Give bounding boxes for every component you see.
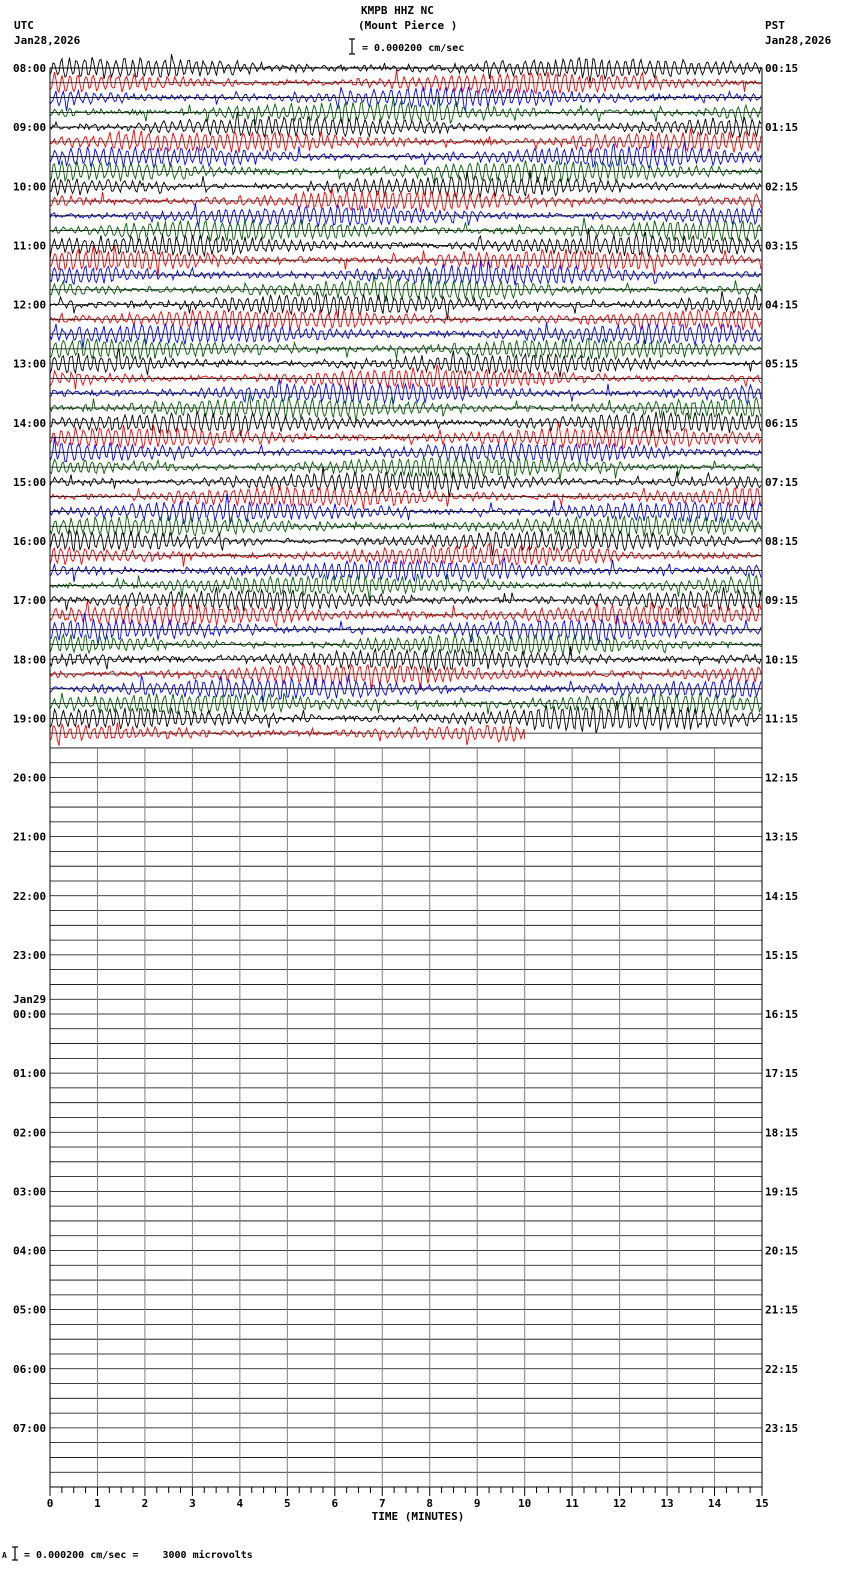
scale-label: = 0.000200 cm/sec [362,43,465,54]
x-tick-label: 0 [46,1497,54,1510]
trace-row [50,600,761,626]
pst-hour-label: 14:15 [765,889,799,903]
trace-row [50,411,761,435]
trace-row [50,170,761,198]
pst-hour-label: 01:15 [765,121,799,135]
pst-hour-label: 05:15 [765,357,799,371]
pst-hour-label: 07:15 [765,475,799,489]
x-tick-label: 15 [755,1497,769,1510]
trace-row [50,486,761,509]
trace-row [50,139,761,167]
utc-hour-label: 16:00 [13,535,47,548]
x-tick-label: 12 [612,1497,627,1510]
pst-hour-label: 20:15 [765,1244,799,1258]
pst-hour-label: 23:15 [765,1421,799,1435]
x-tick-label: 14 [707,1497,722,1510]
utc-hour-label: 23:00 [13,948,47,962]
station-title: KMPB HHZ NC [361,4,434,17]
pst-hour-label: 09:15 [765,594,799,608]
pst-hour-label: 10:15 [765,653,799,667]
time-label-layer [13,62,798,1435]
utc-hour-label: 08:00 [13,62,47,75]
footer-mark: A [2,1551,7,1560]
day-change-label: Jan29 [13,993,47,1006]
pst-hour-label: 21:15 [765,1303,799,1317]
x-tick-label: 1 [94,1497,101,1510]
trace-row [50,309,761,330]
x-tick-label: 7 [378,1497,386,1510]
utc-hour-label: 00:00 [13,1008,47,1021]
utc-hour-label: 21:00 [13,830,47,844]
utc-hour-label: 17:00 [13,594,47,608]
utc-hour-label: 14:00 [13,416,47,430]
utc-hour-label: 22:00 [13,889,47,903]
x-tick-label: 11 [565,1497,579,1510]
trace-row [50,701,761,734]
trace-row [50,457,761,479]
x-tick-label: 6 [331,1497,339,1510]
x-axis-label: TIME (MINUTES) [371,1510,465,1523]
x-axis [47,1487,769,1523]
pst-hour-label: 08:15 [765,535,799,548]
trace-row [50,394,761,423]
left-date-label: Jan28,2026 [14,34,81,47]
trace-row [50,421,761,449]
utc-hour-label: 19:00 [13,712,47,726]
grid-layer [50,68,762,1487]
utc-hour-label: 07:00 [13,1421,47,1435]
utc-hour-label: 11:00 [13,239,47,253]
pst-hour-label: 16:15 [765,1008,799,1021]
trace-row [50,543,761,566]
x-tick-label: 3 [189,1497,196,1510]
pst-hour-label: 12:15 [765,771,799,785]
pst-hour-label: 19:15 [765,1185,799,1199]
trace-row [50,188,761,212]
left-zone-label: UTC [14,19,34,32]
pst-hour-label: 00:15 [765,62,799,75]
pst-hour-label: 18:15 [765,1126,799,1140]
pst-hour-label: 17:15 [765,1067,799,1081]
pst-hour-label: 06:15 [765,416,799,430]
pst-hour-label: 03:15 [765,239,799,253]
utc-hour-label: 13:00 [13,357,47,371]
pst-hour-label: 11:15 [765,712,799,726]
pst-hour-label: 13:15 [765,830,799,844]
x-tick-label: 10 [518,1497,532,1510]
station-location: (Mount Pierce ) [358,19,458,32]
utc-hour-label: 10:00 [13,180,47,194]
utc-hour-label: 03:00 [13,1185,47,1199]
utc-hour-label: 15:00 [13,475,47,489]
trace-row [50,70,761,94]
pst-hour-label: 02:15 [765,180,799,194]
utc-hour-label: 01:00 [13,1067,47,1081]
pst-hour-label: 22:15 [765,1362,799,1376]
footer-scale-label: = 0.000200 cm/sec = 3000 microvolts [24,1550,253,1561]
utc-hour-label: 02:00 [13,1126,47,1140]
trace-row [50,379,761,405]
utc-hour-label: 04:00 [13,1244,47,1258]
scale-bar-icon [349,39,355,54]
x-tick-label: 9 [473,1497,481,1510]
trace-layer [50,54,761,746]
x-tick-label: 2 [141,1497,149,1510]
utc-hour-label: 12:00 [13,298,47,312]
trace-row [50,87,761,112]
pst-hour-label: 15:15 [765,948,799,962]
footer-scale-bar-icon [12,1547,18,1560]
utc-hour-label: 09:00 [13,121,47,135]
utc-hour-label: 06:00 [13,1362,47,1376]
x-tick-label: 8 [426,1497,434,1510]
utc-hour-label: 05:00 [13,1303,47,1317]
utc-hour-label: 18:00 [13,653,47,667]
utc-hour-label: 20:00 [13,771,47,785]
trace-row [50,218,761,243]
pst-hour-label: 04:15 [765,298,799,312]
right-date-label: Jan28,2026 [765,34,832,47]
x-tick-label: 4 [236,1497,244,1510]
right-zone-label: PST [765,19,785,32]
trace-row [50,664,761,690]
x-tick-label: 13 [660,1497,674,1510]
x-tick-label: 5 [284,1497,291,1510]
